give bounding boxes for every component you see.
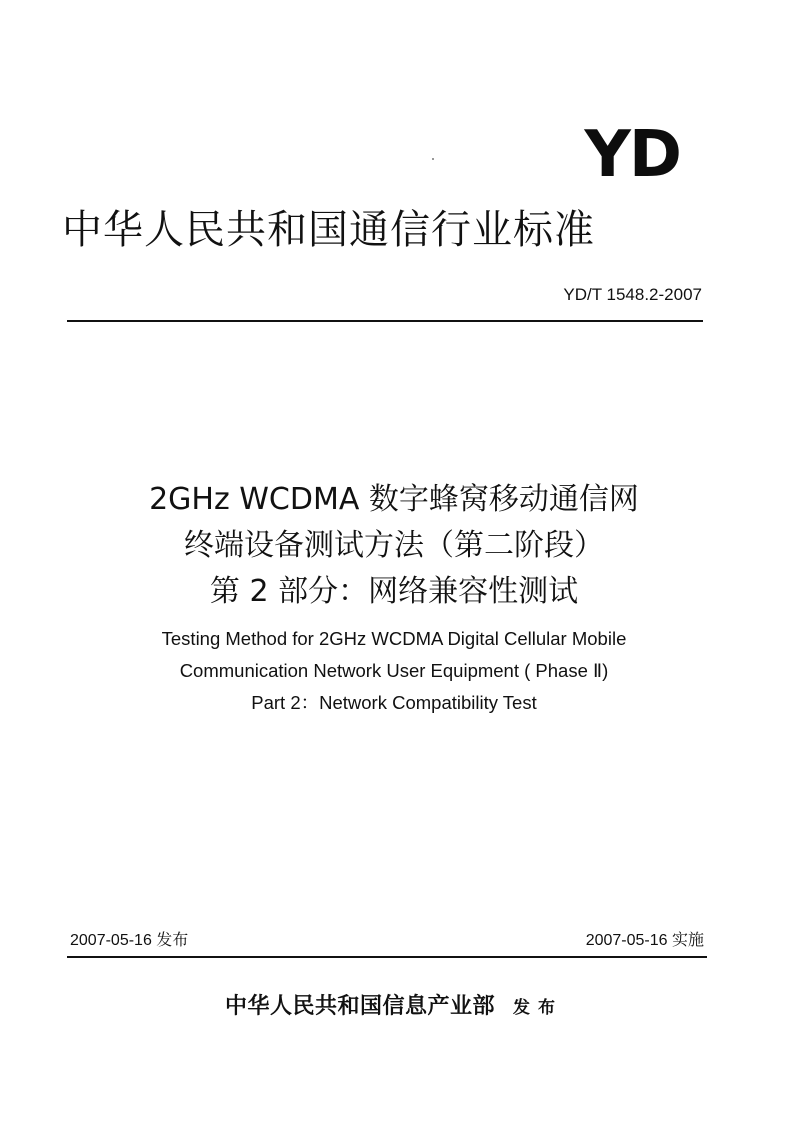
publisher-suffix: 发布 (513, 998, 563, 1018)
issue-date: 2007-05-16 发布 (70, 932, 189, 949)
chinese-title-line-1: 2GHz WCDMA 数字蜂窝移动通信网 (149, 482, 639, 517)
chinese-title-line-2: 终端设备测试方法（第二阶段） (184, 528, 604, 563)
chinese-title-line-3: 第 2 部分：网络兼容性测试 (209, 574, 579, 609)
header-divider (67, 320, 703, 322)
publisher (0, 990, 788, 1024)
scan-speck (432, 158, 434, 160)
standard-code: YD/T 1548.2-2007 (563, 285, 702, 304)
english-title-line-3: Part 2：Network Compatibility Test (251, 692, 537, 713)
yd-logo: YD (584, 118, 680, 192)
effective-date: 2007-05-16 实施 (585, 932, 704, 949)
footer-divider (67, 956, 707, 958)
english-title-line-2: Communication Network User Equipment ( Phase Ⅱ) (179, 660, 609, 681)
publisher-name: 中华人民共和国信息产业部 (224, 993, 495, 1019)
standard-organization-title: 中华人民共和国通信行业标准 (62, 207, 595, 253)
english-title-line-1: Testing Method for 2GHz WCDMA Digital Cellular Mobile (161, 628, 627, 649)
